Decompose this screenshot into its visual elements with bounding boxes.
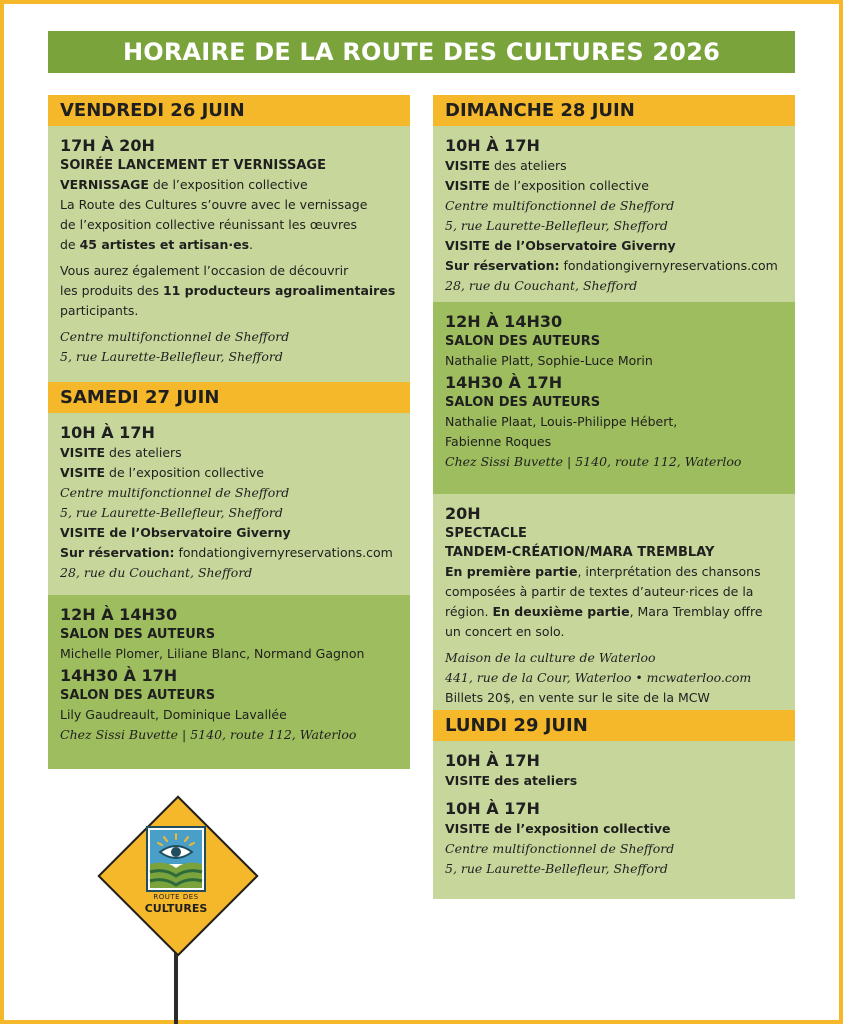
left-column <box>48 95 410 769</box>
author-names: Fabienne Roques <box>445 434 552 449</box>
event-time: 12H À 14H30 <box>60 605 178 624</box>
venue-address: 5, rue Laurette-Bellefleur, Shefford <box>60 505 283 520</box>
day-header-friday: VENDREDI 26 JUIN <box>48 95 410 126</box>
venue-name: Maison de la culture de Waterloo <box>445 650 656 665</box>
venue-name: Centre multifonctionnel de Shefford <box>445 841 675 856</box>
venue-address: 5, rue Laurette-Bellefleur, Shefford <box>445 861 668 876</box>
right-column <box>433 95 795 899</box>
author-names: Nathalie Platt, Sophie-Luce Morin <box>445 353 653 368</box>
event-title: SALON DES AUTEURS <box>60 688 216 703</box>
event-title: SALON DES AUTEURS <box>445 334 601 349</box>
venue-name: Chez Sissi Buvette | 5140, route 112, Waterloo <box>60 727 357 742</box>
event-line: En première partie, interprétation des chansons <box>445 564 761 579</box>
event-time: 10H À 17H <box>445 751 540 770</box>
sunday-salon-block <box>433 302 795 494</box>
event-time: 17H À 20H <box>60 136 155 155</box>
reservation-line: Sur réservation: fondationgivernyreservations.com <box>445 258 778 273</box>
page-title: HORAIRE DE LA ROUTE DES CULTURES 2026 <box>48 31 795 73</box>
saturday-salon-block <box>48 595 410 769</box>
event-time: 10H À 17H <box>445 136 540 155</box>
eye-fields-icon <box>146 826 206 892</box>
ticket-info: Billets 20$, en vente sur le site de la MCW <box>445 690 710 705</box>
venue-address: 28, rue du Couchant, Shefford <box>445 278 638 293</box>
day-header-sunday: DIMANCHE 28 JUIN <box>433 95 795 126</box>
event-line: les produits des 11 producteurs agroalimentaires <box>60 283 396 298</box>
venue-address: 5, rue Laurette-Bellefleur, Shefford <box>60 349 283 364</box>
event-time: 14H30 À 17H <box>60 666 178 685</box>
event-title: SALON DES AUTEURS <box>60 627 216 642</box>
event-line: VISITE des ateliers <box>445 158 567 173</box>
event-time: 20H <box>445 504 481 523</box>
venue-address: 5, rue Laurette-Bellefleur, Shefford <box>445 218 668 233</box>
event-title: SOIRÉE LANCEMENT ET VERNISSAGE <box>60 158 326 173</box>
event-line: de 45 artistes et artisan·es. <box>60 237 253 252</box>
reservation-line: Sur réservation: fondationgivernyreservations.com <box>60 545 393 560</box>
author-names: Nathalie Plaat, Louis-Philippe Hébert, <box>445 414 678 429</box>
day-header-monday: LUNDI 29 JUIN <box>433 710 795 741</box>
event-title: TANDEM-CRÉATION/MARA TREMBLAY <box>445 545 715 560</box>
monday-visit-block <box>433 741 795 899</box>
saturday-visit-block <box>48 413 410 595</box>
event-line: VISITE des ateliers <box>60 445 182 460</box>
event-time: 10H À 17H <box>60 423 155 442</box>
day-header-saturday: SAMEDI 27 JUIN <box>48 382 410 413</box>
sign-pole <box>174 946 178 1024</box>
event-line: VISITE de l’exposition collective <box>60 465 264 480</box>
author-names: Michelle Plomer, Liliane Blanc, Normand Gagnon <box>60 646 365 661</box>
author-names: Lily Gaudreault, Dominique Lavallée <box>60 707 287 722</box>
event-time: 14H30 À 17H <box>445 373 563 392</box>
venue-name: Centre multifonctionnel de Shefford <box>445 198 675 213</box>
event-line: VISITE de l’exposition collective <box>445 178 649 193</box>
venue-name: Chez Sissi Buvette | 5140, route 112, Waterloo <box>445 454 742 469</box>
event-time: 10H À 17H <box>445 799 540 818</box>
venue-address: 28, rue du Couchant, Shefford <box>60 565 253 580</box>
venue-name: Centre multifonctionnel de Shefford <box>60 485 290 500</box>
venue-address: 441, rue de la Cour, Waterloo • mcwaterloo.com <box>445 670 752 685</box>
event-title: SALON DES AUTEURS <box>445 395 601 410</box>
sunday-visit-block <box>433 126 795 302</box>
venue-name: Centre multifonctionnel de Shefford <box>60 329 290 344</box>
event-line: VISITE des ateliers <box>445 773 578 788</box>
event-line: un concert en solo. <box>445 624 565 639</box>
sunday-show-block <box>433 494 795 710</box>
event-line: Vous aurez également l’occasion de découvrir <box>60 263 349 278</box>
logo-text-small: ROUTE DES <box>153 893 199 901</box>
event-time: 12H À 14H30 <box>445 312 563 331</box>
event-line: participants. <box>60 303 139 318</box>
event-line: VISITE de l’exposition collective <box>445 821 671 836</box>
friday-event-block <box>48 126 410 382</box>
event-line: de l’exposition collective réunissant les œuvres <box>60 217 358 232</box>
event-title: SPECTACLE <box>445 526 527 541</box>
event-line: VISITE de l’Observatoire Giverny <box>445 238 676 253</box>
road-sign-logo <box>98 796 254 1024</box>
event-line: VERNISSAGE de l’exposition collective <box>60 177 308 192</box>
event-line: VISITE de l’Observatoire Giverny <box>60 525 291 540</box>
event-line: région. En deuxième partie, Mara Tremblay offre <box>445 604 763 619</box>
event-line: composées à partir de textes d’auteur·rices de la <box>445 584 754 599</box>
logo-text-large: CULTURES <box>144 902 208 915</box>
event-line: La Route des Cultures s’ouvre avec le vernissage <box>60 197 368 212</box>
